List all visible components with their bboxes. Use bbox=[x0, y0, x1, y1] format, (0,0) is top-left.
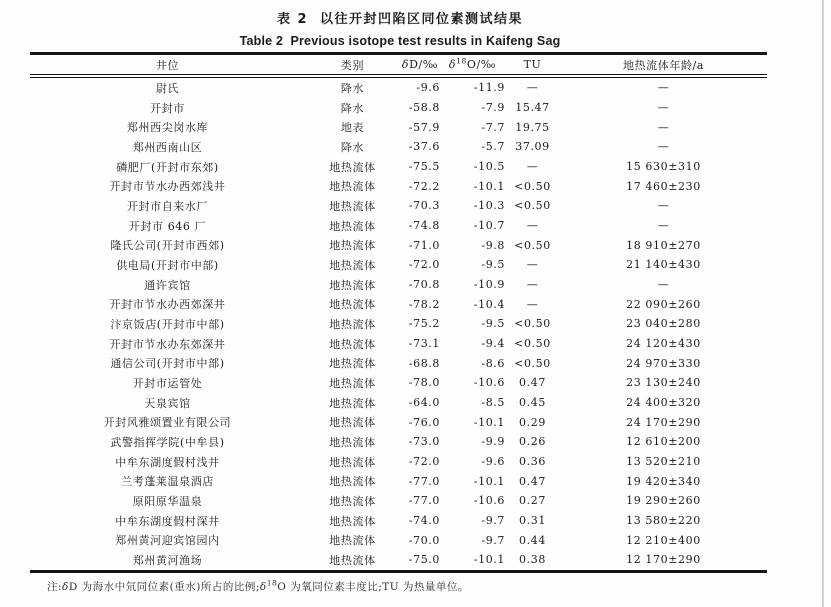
table-row bbox=[30, 550, 767, 571]
cell-delta18O: -10.1 bbox=[473, 415, 505, 429]
cell-category: 地热流体 bbox=[329, 455, 376, 469]
table-row bbox=[30, 255, 767, 275]
table-header-row bbox=[30, 54, 767, 77]
cell-TU: 37.09 bbox=[515, 140, 550, 154]
col-header-well: 井位 bbox=[30, 54, 305, 77]
cell-deltaD: -37.6 bbox=[408, 140, 440, 154]
cell-age: — bbox=[657, 199, 670, 213]
cell-delta18O: -5.7 bbox=[481, 140, 505, 154]
cell-delta18O: -10.1 bbox=[473, 179, 505, 193]
col-header-deltaD-label: D/‰ bbox=[409, 58, 439, 71]
table-row bbox=[30, 275, 767, 295]
table-row bbox=[30, 432, 767, 452]
cell-deltaD: -77.0 bbox=[408, 494, 440, 508]
cell-deltaD: -73.1 bbox=[408, 337, 440, 351]
superscript-18: 18 bbox=[456, 56, 467, 66]
cell-deltaD: -68.8 bbox=[408, 356, 440, 370]
table-row bbox=[30, 353, 767, 373]
cell-deltaD: -72.0 bbox=[408, 258, 440, 272]
col-header-TU: TU bbox=[505, 54, 560, 77]
table-row bbox=[30, 235, 767, 255]
delta-symbol: δ bbox=[62, 581, 69, 593]
cell-deltaD: -58.8 bbox=[408, 101, 440, 114]
cell-deltaD: -72.0 bbox=[408, 455, 440, 469]
cell-deltaD: -64.0 bbox=[408, 396, 440, 410]
cell-age: — bbox=[657, 101, 670, 114]
cell-age: — bbox=[657, 278, 670, 292]
cell-delta18O: -10.6 bbox=[473, 376, 505, 390]
cell-TU: 0.26 bbox=[519, 435, 546, 449]
table-row bbox=[30, 412, 767, 432]
cell-delta18O: -10.1 bbox=[473, 474, 505, 488]
cell-deltaD: -76.0 bbox=[408, 415, 440, 429]
cell-deltaD: -75.5 bbox=[408, 160, 440, 174]
table-row bbox=[30, 216, 767, 236]
cell-category: 降水 bbox=[340, 140, 365, 154]
footnote-part-delta18O: O 为氧同位素丰度比;TU 为热量单位。 bbox=[277, 581, 469, 593]
cell-TU: 0.31 bbox=[519, 514, 546, 528]
isotope-table-wrap bbox=[30, 52, 767, 573]
cell-deltaD: -70.0 bbox=[408, 533, 440, 547]
delta-symbol: δ bbox=[259, 581, 267, 593]
table-row bbox=[30, 294, 767, 314]
cell-age: 23 040±280 bbox=[626, 317, 701, 331]
cell-well: 通信公司(开封市中部) bbox=[110, 357, 225, 371]
cell-category: 地热流体 bbox=[329, 416, 376, 430]
col-header-delta18O-label: O/‰ bbox=[466, 58, 497, 71]
col-header-age: 地热流体年龄/a bbox=[560, 54, 767, 77]
table-row bbox=[30, 137, 767, 157]
cell-TU: <0.50 bbox=[514, 317, 551, 331]
cell-deltaD: -9.6 bbox=[416, 81, 440, 95]
cell-delta18O: -11.9 bbox=[473, 81, 505, 95]
cell-well: 郑州黄河迎宾馆园内 bbox=[115, 534, 220, 548]
cell-delta18O: -9.4 bbox=[481, 337, 505, 351]
cell-TU: — bbox=[526, 81, 539, 95]
cell-TU: 0.45 bbox=[519, 396, 546, 410]
cell-deltaD: -78.2 bbox=[408, 297, 440, 311]
cell-category: 地热流体 bbox=[329, 553, 376, 567]
cell-deltaD: -74.8 bbox=[408, 219, 440, 233]
cell-age: 13 580±220 bbox=[626, 514, 701, 528]
cell-deltaD: -71.0 bbox=[408, 238, 440, 252]
cell-age: 13 520±210 bbox=[626, 455, 701, 469]
page-edge-line bbox=[822, 0, 824, 607]
cell-category: 地热流体 bbox=[329, 357, 376, 371]
cell-delta18O: -7.7 bbox=[481, 120, 505, 134]
cell-well: 开封市节水办西郊深井 bbox=[109, 298, 226, 312]
cell-well: 开封市运管处 bbox=[132, 376, 203, 390]
cell-well: 开封风雅颂置业有限公司 bbox=[103, 416, 232, 430]
cell-category: 地热流体 bbox=[329, 180, 376, 194]
cell-category: 地热流体 bbox=[329, 258, 376, 272]
cell-age: — bbox=[657, 140, 670, 154]
cell-TU: 0.44 bbox=[519, 533, 546, 547]
cell-age: 21 140±430 bbox=[626, 258, 701, 272]
cell-age: 17 460±230 bbox=[626, 179, 701, 193]
table-row bbox=[30, 117, 767, 137]
table-footnote bbox=[47, 579, 807, 594]
cell-TU: — bbox=[526, 258, 539, 272]
cell-category: 地表 bbox=[340, 121, 365, 135]
cell-well: 开封市 bbox=[150, 101, 185, 115]
cell-category: 降水 bbox=[340, 101, 365, 115]
cell-well: 供电局(开封市中部) bbox=[116, 258, 219, 272]
cell-deltaD: -72.2 bbox=[408, 179, 440, 193]
cell-well: 开封市自来水厂 bbox=[126, 199, 209, 213]
cell-category: 地热流体 bbox=[329, 376, 376, 390]
cell-TU: <0.50 bbox=[514, 337, 551, 351]
cell-delta18O: -9.7 bbox=[481, 514, 505, 528]
cell-delta18O: -9.8 bbox=[481, 238, 505, 252]
cell-category: 地热流体 bbox=[329, 514, 376, 528]
cell-well: 隆氏公司(开封市西郊) bbox=[110, 239, 225, 253]
cell-TU: 0.47 bbox=[519, 474, 546, 488]
table-body bbox=[30, 76, 767, 571]
cell-well: 武警指挥学院(中牟县) bbox=[110, 435, 225, 449]
col-header-category: 类别 bbox=[305, 54, 400, 77]
cell-TU: — bbox=[526, 219, 539, 233]
cell-TU: 0.29 bbox=[519, 415, 546, 429]
cell-category: 地热流体 bbox=[329, 494, 376, 508]
cell-age: 24 400±320 bbox=[626, 396, 701, 410]
table-row bbox=[30, 471, 767, 491]
cell-TU: 0.27 bbox=[519, 494, 546, 508]
cell-delta18O: -9.9 bbox=[481, 435, 505, 449]
cell-age: 12 610±200 bbox=[626, 435, 701, 449]
cell-deltaD: -78.0 bbox=[408, 376, 440, 390]
cell-delta18O: -10.6 bbox=[473, 494, 505, 508]
cell-category: 地热流体 bbox=[329, 435, 376, 449]
superscript-18: 18 bbox=[266, 578, 278, 588]
table-row bbox=[30, 157, 767, 177]
table-row bbox=[30, 334, 767, 354]
cell-deltaD: -74.0 bbox=[408, 514, 440, 528]
cell-delta18O: -10.3 bbox=[473, 199, 505, 213]
cell-well: 中牟东湖度假村深井 bbox=[115, 514, 220, 528]
table-row bbox=[30, 196, 767, 216]
cell-category: 地热流体 bbox=[329, 337, 376, 351]
cell-TU: — bbox=[526, 297, 539, 311]
table-title-en: Table 2 Previous isotope test results in Kaifeng Sag bbox=[239, 34, 561, 48]
delta-symbol: δ bbox=[448, 58, 457, 71]
footnote-prefix: 注: bbox=[47, 581, 63, 593]
cell-TU: <0.50 bbox=[514, 356, 551, 370]
cell-category: 地热流体 bbox=[329, 396, 376, 410]
cell-well: 通许宾馆 bbox=[144, 278, 191, 292]
cell-age: 24 170±290 bbox=[626, 415, 701, 429]
cell-age: 23 130±240 bbox=[626, 376, 701, 390]
cell-deltaD: -77.0 bbox=[408, 474, 440, 488]
table-row bbox=[30, 98, 767, 118]
cell-delta18O: -9.6 bbox=[481, 455, 505, 469]
cell-TU: — bbox=[526, 160, 539, 174]
table-title-zh: 表 2 以往开封凹陷区同位素测试结果 bbox=[276, 12, 524, 27]
cell-TU: 0.36 bbox=[519, 455, 546, 469]
table-row bbox=[30, 176, 767, 196]
cell-delta18O: -10.4 bbox=[473, 297, 505, 311]
cell-deltaD: -73.0 bbox=[408, 435, 440, 449]
table-row bbox=[30, 452, 767, 472]
col-header-delta18O bbox=[440, 54, 505, 77]
cell-TU: 15.47 bbox=[515, 101, 550, 114]
cell-well: 尉氏 bbox=[155, 81, 180, 95]
cell-age: 12 170±290 bbox=[626, 553, 701, 567]
table-row bbox=[30, 76, 767, 98]
footnote-part-deltaD: D 为海水中氘同位素(重水)所占的比例; bbox=[68, 581, 260, 593]
cell-category: 降水 bbox=[340, 81, 365, 95]
cell-well: 汴京饭店(开封市中部) bbox=[110, 317, 225, 331]
table-row bbox=[30, 393, 767, 413]
cell-age: 12 210±400 bbox=[626, 533, 701, 547]
cell-delta18O: -10.5 bbox=[473, 160, 505, 174]
cell-well: 兰考蓬莱温泉酒店 bbox=[121, 475, 214, 489]
cell-category: 地热流体 bbox=[329, 534, 376, 548]
cell-TU: <0.50 bbox=[514, 199, 551, 213]
isotope-table bbox=[30, 52, 767, 573]
cell-well: 开封市 646 厂 bbox=[128, 219, 207, 233]
cell-delta18O: -7.9 bbox=[481, 101, 505, 114]
cell-category: 地热流体 bbox=[329, 298, 376, 312]
table-row bbox=[30, 314, 767, 334]
table-titles bbox=[0, 8, 800, 48]
cell-TU: <0.50 bbox=[514, 238, 551, 252]
cell-delta18O: -8.5 bbox=[481, 396, 505, 410]
cell-delta18O: -10.9 bbox=[473, 278, 505, 292]
cell-age: 24 970±330 bbox=[626, 356, 701, 370]
cell-well: 开封市节水办西郊浅井 bbox=[109, 180, 226, 194]
cell-age: 22 090±260 bbox=[626, 297, 701, 311]
cell-age: 19 420±340 bbox=[626, 474, 701, 488]
cell-well: 郑州西尖岗水库 bbox=[126, 121, 209, 135]
cell-delta18O: -10.1 bbox=[473, 553, 505, 567]
delta-symbol: δ bbox=[401, 58, 410, 71]
cell-TU: <0.50 bbox=[514, 179, 551, 193]
cell-category: 地热流体 bbox=[329, 199, 376, 213]
cell-TU: 19.75 bbox=[515, 120, 550, 134]
cell-category: 地热流体 bbox=[329, 317, 376, 331]
cell-delta18O: -9.5 bbox=[481, 317, 505, 331]
col-header-deltaD bbox=[400, 54, 440, 77]
cell-well: 天泉宾馆 bbox=[144, 396, 191, 410]
cell-category: 地热流体 bbox=[329, 475, 376, 489]
cell-age: 18 910±270 bbox=[626, 238, 701, 252]
cell-deltaD: -70.3 bbox=[408, 199, 440, 213]
cell-category: 地热流体 bbox=[329, 160, 376, 174]
cell-delta18O: -9.5 bbox=[481, 258, 505, 272]
cell-age: — bbox=[657, 120, 670, 134]
cell-well: 郑州黄河渔场 bbox=[132, 553, 203, 567]
cell-age: — bbox=[657, 81, 670, 95]
cell-deltaD: -70.8 bbox=[408, 278, 440, 292]
cell-well: 中牟东湖度假村浅井 bbox=[115, 455, 220, 469]
cell-well: 原阳原华温泉 bbox=[132, 494, 203, 508]
cell-well: 开封市节水办东郊深井 bbox=[109, 337, 226, 351]
cell-age: 24 120±430 bbox=[626, 337, 701, 351]
cell-category: 地热流体 bbox=[329, 239, 376, 253]
cell-TU: — bbox=[526, 278, 539, 292]
cell-age: 19 290±260 bbox=[626, 494, 701, 508]
table-row bbox=[30, 373, 767, 393]
cell-age: — bbox=[657, 219, 670, 233]
table-row bbox=[30, 491, 767, 511]
cell-deltaD: -57.9 bbox=[408, 120, 440, 134]
cell-TU: 0.47 bbox=[519, 376, 546, 390]
cell-delta18O: -10.7 bbox=[473, 219, 505, 233]
cell-delta18O: -8.6 bbox=[481, 356, 505, 370]
table-row bbox=[30, 530, 767, 550]
cell-delta18O: -9.7 bbox=[481, 533, 505, 547]
cell-well: 磷肥厂(开封市东郊) bbox=[116, 160, 219, 174]
cell-TU: 0.38 bbox=[519, 553, 546, 567]
cell-deltaD: -75.2 bbox=[408, 317, 440, 331]
cell-age: 15 630±310 bbox=[626, 160, 701, 174]
table-row bbox=[30, 511, 767, 531]
cell-category: 地热流体 bbox=[329, 278, 376, 292]
cell-deltaD: -75.0 bbox=[408, 553, 440, 567]
cell-category: 地热流体 bbox=[329, 219, 376, 233]
cell-well: 郑州西南山区 bbox=[132, 140, 203, 154]
